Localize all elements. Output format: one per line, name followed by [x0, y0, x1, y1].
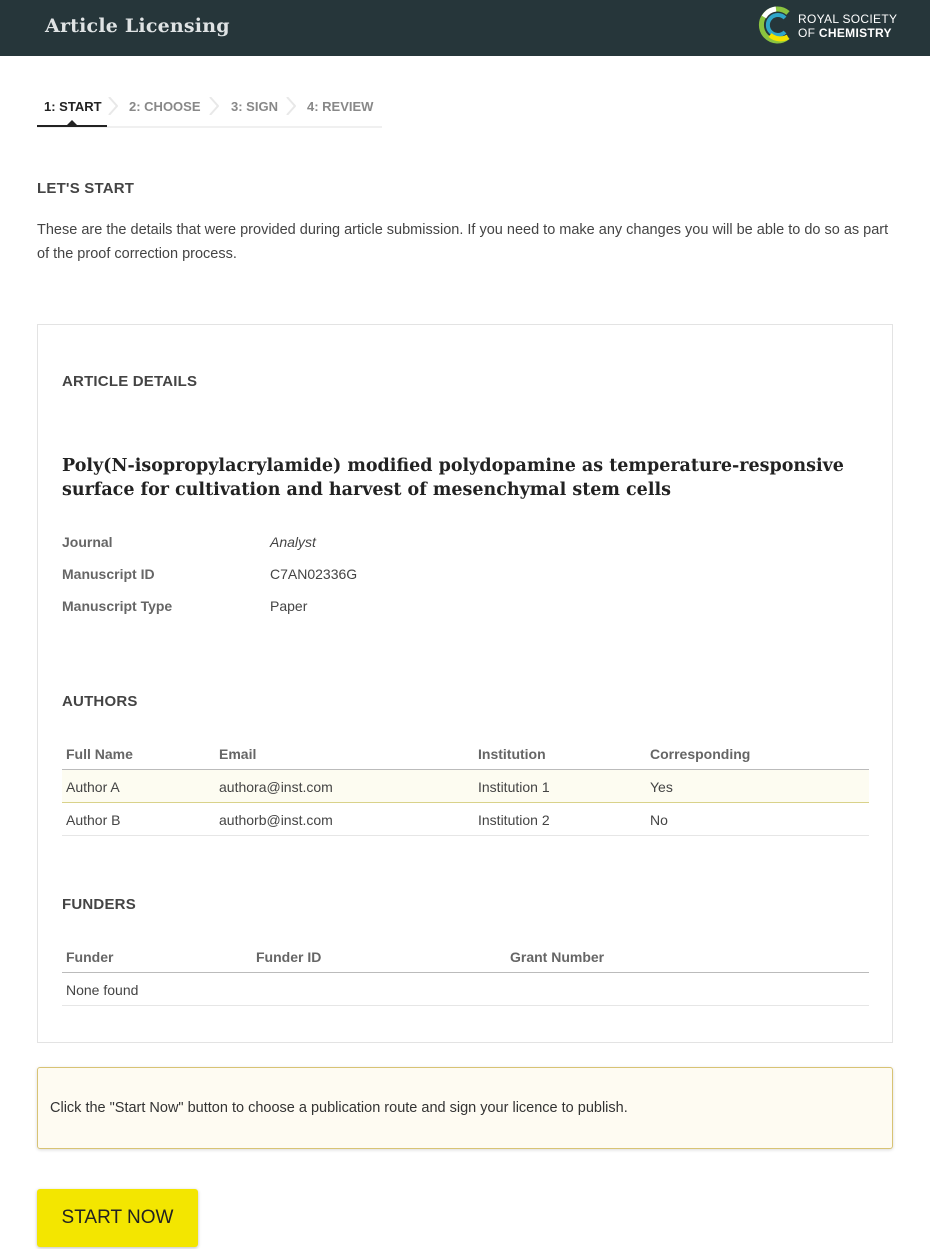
step-sign[interactable]: 3: SIGN [231, 99, 278, 114]
step-choose[interactable]: 2: CHOOSE [129, 99, 201, 114]
funders-col-funder-id: Funder ID [256, 949, 322, 965]
manuscript-type-label: Manuscript Type [62, 598, 173, 614]
lets-start-heading: LET'S START [37, 180, 135, 197]
start-now-button[interactable]: START NOW [37, 1189, 198, 1247]
top-bar [0, 0, 930, 56]
table-row-highlight [62, 770, 869, 803]
logo-line-1: ROYAL SOCIETY [798, 12, 898, 26]
step-review[interactable]: 4: REVIEW [307, 99, 374, 114]
author-corresponding: No [650, 812, 668, 828]
author-name: Author B [66, 812, 121, 828]
active-step-caret [67, 120, 77, 125]
authors-col-corresponding: Corresponding [650, 746, 751, 762]
article-details-heading: ARTICLE DETAILS [62, 373, 198, 390]
author-email: authorb@inst.com [219, 812, 333, 828]
table-row-divider [62, 802, 869, 803]
progress-steps [37, 96, 382, 128]
app-title: Article Licensing [45, 15, 230, 37]
funders-heading: FUNDERS [62, 896, 136, 913]
journal-label: Journal [62, 534, 113, 550]
rsc-logo-icon [758, 5, 794, 45]
funders-col-grant-number: Grant Number [510, 949, 605, 965]
step-start[interactable]: 1: START [44, 99, 102, 114]
article-details-card [37, 324, 893, 1043]
start-notice [37, 1067, 893, 1149]
author-name: Author A [66, 779, 120, 795]
journal-value: Analyst [270, 534, 316, 550]
rsc-logo[interactable] [758, 5, 908, 47]
author-email: authora@inst.com [219, 779, 333, 795]
chevron-right-icon [209, 97, 219, 115]
article-title: Poly(N-isopropylacrylamide) modified polydopamine as temperature-responsive surface for cultivation and harvest of mesenchymal stem cells [62, 456, 844, 500]
manuscript-id-label: Manuscript ID [62, 566, 155, 582]
authors-heading: AUTHORS [62, 693, 138, 710]
manuscript-type-value: Paper [270, 598, 308, 614]
logo-line-2: OF CHEMISTRY [798, 26, 892, 40]
manuscript-id-value: C7AN02336G [270, 566, 358, 582]
intro-text: These are the details that were provided during article submission. If you need to make any changes you will be able to do so as part of the proof correction process. [37, 222, 889, 262]
authors-col-full-name: Full Name [66, 746, 133, 762]
start-notice-text: Click the "Start Now" button to choose a publication route and sign your licence to publish. [50, 1100, 628, 1116]
table-row-divider [62, 835, 869, 836]
authors-col-institution: Institution [478, 746, 546, 762]
table-row-divider [62, 1005, 869, 1006]
authors-col-email: Email [219, 746, 257, 762]
table-header-divider [62, 972, 869, 973]
active-step-underline [37, 125, 107, 127]
chevron-right-icon [108, 97, 118, 115]
funders-col-funder: Funder [66, 949, 114, 965]
chevron-right-icon [286, 97, 296, 115]
author-corresponding: Yes [650, 779, 673, 795]
author-institution: Institution 2 [478, 812, 550, 828]
author-institution: Institution 1 [478, 779, 550, 795]
funders-empty-text: None found [66, 982, 139, 998]
